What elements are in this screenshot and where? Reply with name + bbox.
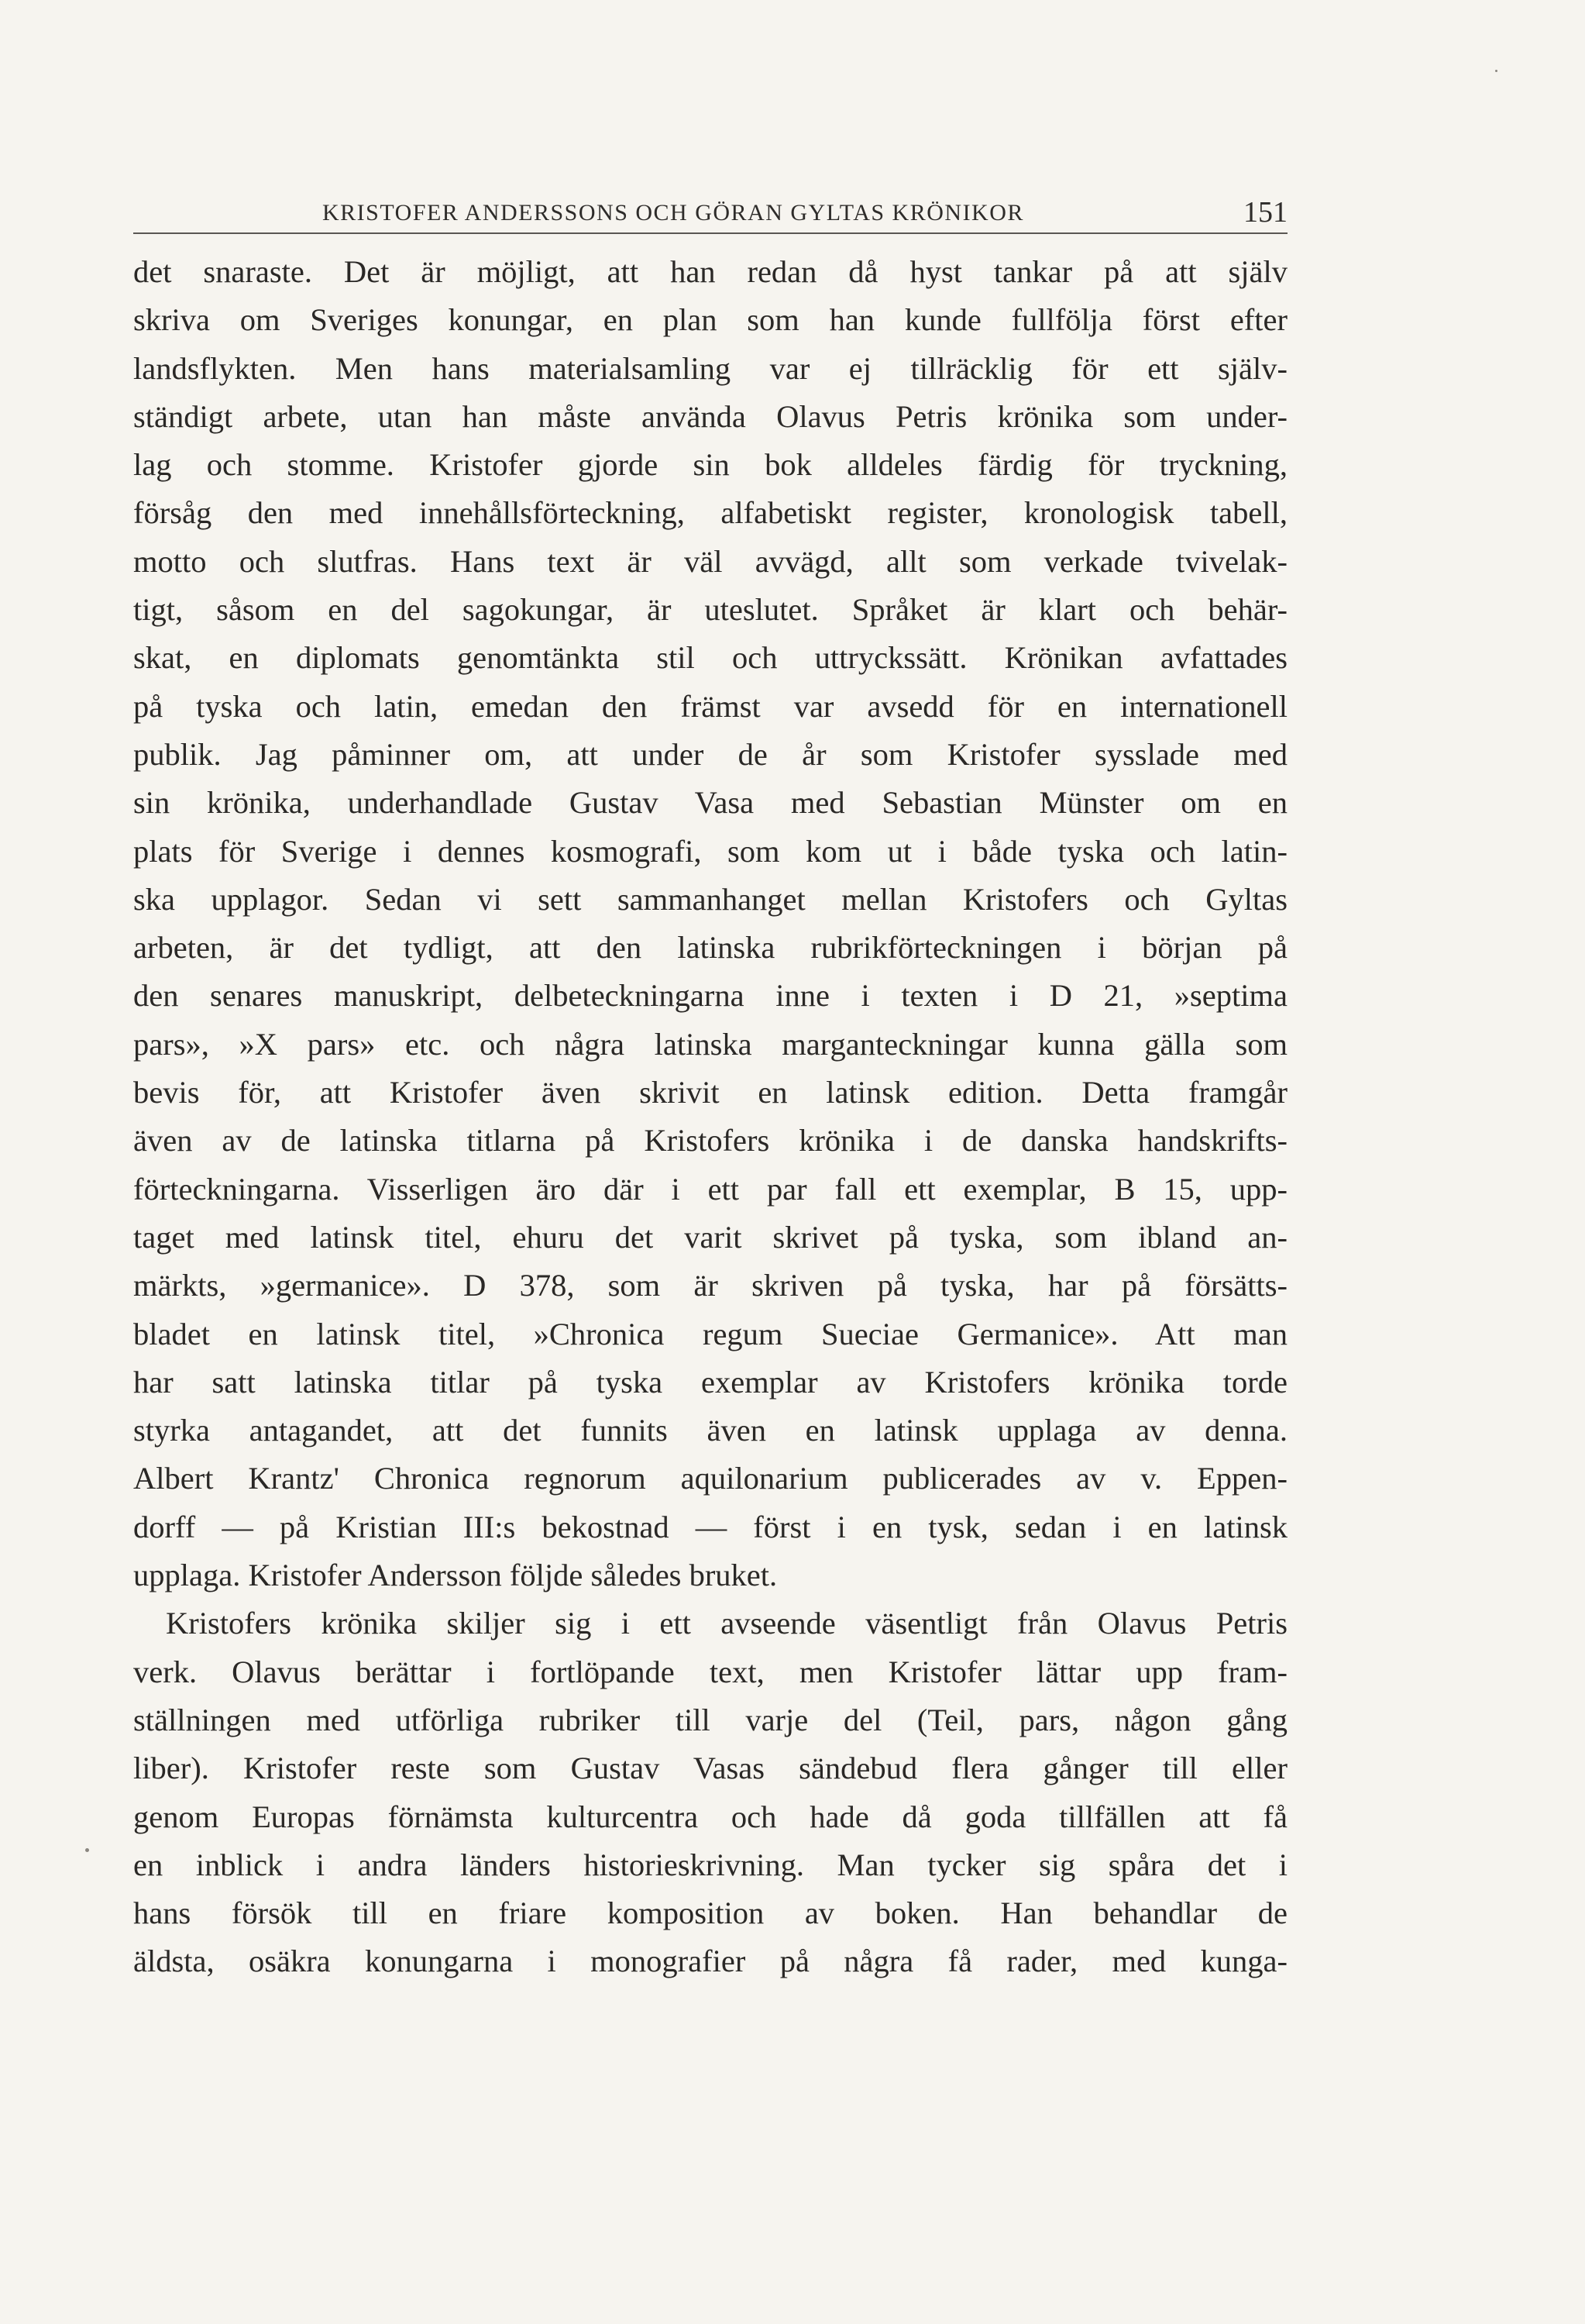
page-header <box>133 194 1288 234</box>
text-line: även av de latinska titlarna på Kristofers krönika i de danska handskrifts- <box>133 1123 1288 1159</box>
text-line: verk. Olavus berättar i fortlöpande text, men Kristofer lättar upp fram- <box>133 1654 1288 1689</box>
text-line: ställningen med utförliga rubriker till varje del (Teil, pars, någon gång <box>133 1702 1288 1737</box>
text-line: äldsta, osäkra konungarna i monografier på några få rader, med kunga- <box>133 1944 1288 1979</box>
page-number: 151 <box>1243 196 1288 229</box>
text-line: hans försök till en friare komposition av boken. Han behandlar de <box>133 1895 1288 1931</box>
text-line: försåg den med innehållsförteckning, alfabetiskt register, kronologisk tabell, <box>133 495 1288 531</box>
text-line: förteckningarna. Visserligen äro där i ett par fall ett exemplar, B 15, upp- <box>133 1171 1288 1207</box>
text-line: liber). Kristofer reste som Gustav Vasas sändebud flera gånger till eller <box>133 1751 1288 1786</box>
text-line: lag och stomme. Kristofer gjorde sin bok alldeles färdig för tryckning, <box>133 447 1288 483</box>
text-line: plats för Sverige i dennes kosmografi, som kom ut i både tyska och latin- <box>133 833 1288 869</box>
text-line: sin krönika, underhandlade Gustav Vasa med Sebastian Münster om en <box>133 785 1288 821</box>
paper-speck <box>1495 70 1497 72</box>
text-line: arbeten, är det tydligt, att den latinska rubrikförteckningen i början på <box>133 930 1288 966</box>
text-line: på tyska och latin, emedan den främst var avsedd för en internationell <box>133 688 1288 724</box>
text-line: landsflykten. Men hans materialsamling var ej tillräcklig för ett själv- <box>133 350 1288 386</box>
text-line: ständigt arbete, utan han måste använda Olavus Petris krönika som under- <box>133 398 1288 434</box>
text-line: skriva om Sveriges konungar, en plan som han kunde fullfölja först efter <box>133 302 1288 338</box>
text-line: motto och slutfras. Hans text är väl avvägd, allt som verkade tvivelak- <box>133 543 1288 579</box>
text-line: det snaraste. Det är möjligt, att han redan då hyst tankar på att själv <box>133 254 1288 289</box>
text-line: skat, en diplomats genomtänkta stil och uttryckssätt. Krönikan avfattades <box>133 640 1288 676</box>
text-line: en inblick i andra länders historieskrivning. Man tycker sig spåra det i <box>133 1847 1288 1882</box>
text-line: Albert Krantz' Chronica regnorum aquilonarium publicerades av v. Eppen- <box>133 1461 1288 1496</box>
text-line: bladet en latinsk titel, »Chronica regum Sueciae Germanice». Att man <box>133 1316 1288 1351</box>
text-line: publik. Jag påminner om, att under de år som Kristofer sysslade med <box>133 736 1288 772</box>
text-line: den senares manuskript, delbeteckningarna inne i texten i D 21, »septima <box>133 978 1288 1014</box>
body-text <box>133 248 1288 1986</box>
paper-speck <box>85 1848 89 1852</box>
text-line: ska upplagor. Sedan vi sett sammanhanget mellan Kristofers och Gyltas <box>133 881 1288 917</box>
text-line: märkts, »germanice». D 378, som är skriven på tyska, har på försätts- <box>133 1268 1288 1303</box>
text-line: pars», »X pars» etc. och några latinska marganteckningar kunna gälla som <box>133 1026 1288 1062</box>
text-line: genom Europas förnämsta kulturcentra och hade då goda tillfällen att få <box>133 1799 1288 1834</box>
running-title: KRISTOFER ANDERSSONS OCH GÖRAN GYLTAS KRÖNIKOR <box>322 200 1024 226</box>
text-line: dorff — på Kristian III:s bekostnad — först i en tysk, sedan i en latinsk <box>133 1509 1288 1544</box>
text-line-paragraph-end: upplaga. Kristofer Andersson följde således bruket. <box>133 1558 778 1593</box>
text-line: bevis för, att Kristofer även skrivit en latinsk edition. Detta framgår <box>133 1075 1288 1110</box>
text-line-paragraph-start: Kristofers krönika skiljer sig i ett avseende väsentligt från Olavus Petris <box>166 1606 1288 1641</box>
text-line: taget med latinsk titel, ehuru det varit skrivet på tyska, som ibland an- <box>133 1219 1288 1255</box>
text-line: har satt latinska titlar på tyska exemplar av Kristofers krönika torde <box>133 1364 1288 1400</box>
text-line: styrka antagandet, att det funnits även en latinsk upplaga av denna. <box>133 1413 1288 1448</box>
text-line: tigt, såsom en del sagokungar, är uteslutet. Språket är klart och behär- <box>133 592 1288 628</box>
